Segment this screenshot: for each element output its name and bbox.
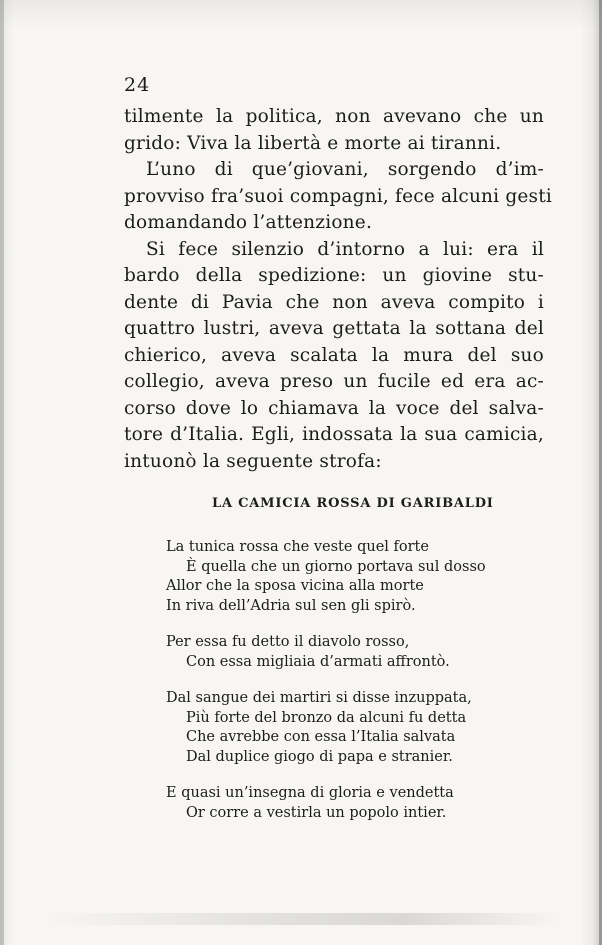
poem-verse: Dal duplice giogo di papa e stranier. — [186, 748, 453, 765]
prose-body — [124, 104, 553, 475]
page-bottom-shadow — [40, 913, 560, 925]
poem-verse: La tunica rossa che veste quel forte — [166, 539, 429, 555]
paragraph-1 — [124, 104, 544, 157]
poem-verse: Per essa fu detto il diavolo rosso, — [166, 634, 410, 650]
poem-verse: Dal sangue dei martiri si disse inzuppata, — [166, 690, 472, 706]
poem-verse: Che avrebbe con essa l’Italia salvata — [186, 729, 456, 745]
poem-verse: Allor che la sposa vicina alla morte — [166, 578, 424, 594]
page-number: 24 — [124, 74, 151, 96]
paragraph-3 — [124, 237, 544, 476]
poem-stanza-4 — [166, 784, 526, 823]
prose-line: domandando l’attenzione. — [124, 212, 373, 233]
poem-body — [166, 538, 526, 840]
prose-line: corso dove lo chiamava la voce del salva- — [124, 397, 544, 419]
poem-stanza-1 — [166, 538, 526, 616]
poem-stanza-3 — [166, 689, 526, 767]
prose-line: quattro lustri, aveva gettata la sottana del — [124, 318, 544, 339]
prose-line: intuonò la seguente strofa: — [124, 450, 382, 472]
prose-line: tore d’Italia. Egli, indossata la sua camicia, — [124, 424, 544, 445]
poem-verse: In riva dell’Adria sul sen gli spirò. — [166, 597, 416, 614]
prose-line: collegio, aveva preso un fucile ed era ac- — [124, 371, 544, 392]
prose-line: dente di Pavia che non aveva compito i — [124, 291, 544, 313]
page-left-edge — [0, 0, 4, 945]
prose-line: provviso fra’suoi compagni, fece alcuni gesti — [124, 185, 553, 207]
prose-line: Si fece silenzio d’intorno a lui: era il — [146, 238, 544, 260]
poem-title: LA CAMICIA ROSSA DI GARIBALDI — [212, 496, 494, 511]
poem-stanza-2 — [166, 633, 526, 672]
poem-verse: Più forte del bronzo da alcuni fu detta — [186, 709, 467, 726]
prose-line: bardo della spedizione: un giovine stu- — [124, 265, 544, 286]
poem-verse: Or corre a vestirla un popolo intier. — [186, 804, 447, 821]
prose-line: grido: Viva la libertà e morte ai tiranni. — [124, 132, 502, 154]
paragraph-2 — [124, 157, 553, 237]
prose-line: L’uno di que’giovani, sorgendo d’im- — [146, 159, 544, 180]
poem-verse: E quasi un’insegna di gloria e vendetta — [166, 785, 454, 801]
prose-line: chierico, aveva scalata la mura del suo — [124, 344, 544, 366]
poem-verse: È quella che un giorno portava sul dosso — [186, 558, 486, 575]
prose-line: tilmente la politica, non avevano che un — [124, 106, 544, 127]
poem-verse: Con essa migliaia d’armati affrontò. — [186, 653, 450, 670]
